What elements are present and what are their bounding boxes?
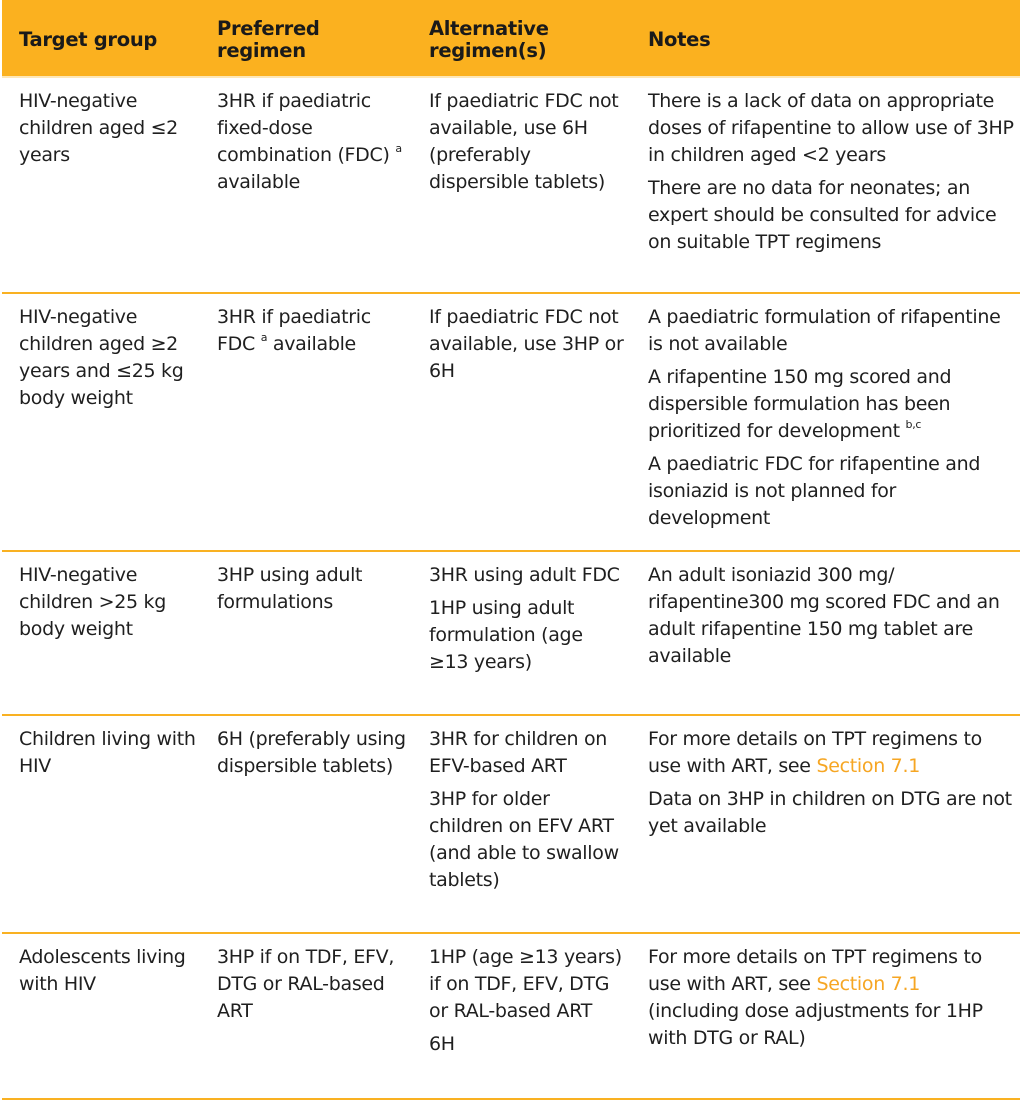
header-label: Target group <box>19 27 158 51</box>
preferred-text: 3HP if on TDF, EFV, DTG or RAL-based ART <box>217 946 395 1022</box>
alternative-item: 1HP (age ≥13 years) if on TDF, EFV, DTG or RAL-based ART <box>429 946 622 1022</box>
alternative-item: 3HR for children on EFV-based ART <box>429 728 608 777</box>
footnote-marker: b,c <box>905 418 922 431</box>
note-text: For more details on TPT regimens to use with ART, see <box>648 728 982 777</box>
table-header-row <box>2 0 1020 78</box>
alternative-item: 1HP using adult formulation (age ≥13 years) <box>429 597 583 673</box>
cell-preferred-regimen <box>200 78 412 292</box>
target-group-text: Children living with HIV <box>19 728 196 777</box>
header-notes <box>631 26 1020 51</box>
target-group-text: HIV-negative children >25 kg body weight <box>19 564 166 640</box>
preferred-text: 6H (preferably using dispersible tablets) <box>217 728 406 777</box>
note-item: Data on 3HP in children on DTG are not yet available <box>648 788 1012 837</box>
alternative-item: 3HP for older children on EFV ART (and able to swallow tablets) <box>429 788 619 891</box>
preferred-text: 3HR if paediatric FDC <box>217 306 371 355</box>
cell-alternative-regimens <box>412 294 631 550</box>
alternative-item: If paediatric FDC not available, use 3HP or 6H <box>429 306 624 382</box>
cell-notes <box>631 78 1020 292</box>
footnote-marker: a <box>395 142 402 155</box>
header-alternative-regimens <box>412 15 631 62</box>
preferred-text: 3HP using adult formulations <box>217 564 363 613</box>
footnote-marker: a <box>260 331 268 344</box>
preferred-text-after: available <box>272 333 356 355</box>
cell-notes <box>631 294 1020 550</box>
note-item: A paediatric FDC for rifapentine and isoniazid is not planned for development <box>648 453 981 529</box>
cell-target-group <box>2 78 200 292</box>
section-7-1-link[interactable]: Section 7.1 <box>816 973 921 995</box>
cell-alternative-regimens <box>412 934 631 1098</box>
header-label: Notes <box>648 27 711 51</box>
note-text: A rifapentine 150 mg scored and dispersible formulation has been prioritized for development <box>648 366 952 442</box>
note-text-after: (including dose adjustments for 1HP with DTG or RAL) <box>648 1000 983 1049</box>
cell-preferred-regimen <box>200 934 412 1098</box>
cell-alternative-regimens <box>412 78 631 292</box>
target-group-text: HIV-negative children aged ≥2 years and ≤25 kg body weight <box>19 306 184 409</box>
table-row <box>2 294 1020 552</box>
note-item: A paediatric formulation of rifapentine is not available <box>648 306 1001 355</box>
cell-notes <box>631 552 1020 714</box>
table-row <box>2 716 1020 934</box>
header-label: regimen(s) <box>429 38 547 62</box>
target-group-text: Adolescents living with HIV <box>19 946 186 995</box>
preferred-text: 3HR if paediatric fixed-dose combination (FDC) <box>217 90 390 166</box>
cell-preferred-regimen <box>200 716 412 932</box>
note-item: There is a lack of data on appropriate doses of rifapentine to allow use of 3HP in children aged <2 years <box>648 90 1014 166</box>
section-7-1-link[interactable]: Section 7.1 <box>816 755 921 777</box>
cell-preferred-regimen <box>200 552 412 714</box>
tpt-regimen-table <box>2 0 1020 1100</box>
cell-notes <box>631 716 1020 932</box>
note-item <box>648 726 1016 780</box>
cell-target-group <box>2 716 200 932</box>
table-row <box>2 552 1020 716</box>
note-item: There are no data for neonates; an expert should be consulted for advice on suitable TPT regimens <box>648 177 997 253</box>
cell-target-group <box>2 934 200 1098</box>
header-target-group <box>2 26 200 51</box>
alternative-item: 3HR using adult FDC <box>429 564 620 586</box>
header-label: Preferred <box>217 16 320 40</box>
table-row <box>2 934 1020 1100</box>
cell-alternative-regimens <box>412 716 631 932</box>
note-text: For more details on TPT regimens to use with ART, see <box>648 946 982 995</box>
header-preferred-regimen <box>200 15 412 62</box>
cell-alternative-regimens <box>412 552 631 714</box>
preferred-text-after: available <box>217 171 301 193</box>
table-row <box>2 78 1020 294</box>
cell-target-group <box>2 294 200 550</box>
cell-notes <box>631 934 1020 1098</box>
note-item: An adult isoniazid 300 mg/ rifapentine300 mg scored FDC and an adult rifapentine 150 mg tablet are available <box>648 564 1000 667</box>
cell-target-group <box>2 552 200 714</box>
target-group-text: HIV-negative children aged ≤2 years <box>19 90 178 166</box>
note-item <box>648 364 1016 445</box>
alternative-item: 6H <box>429 1033 455 1055</box>
cell-preferred-regimen <box>200 294 412 550</box>
header-label: regimen <box>217 38 306 62</box>
alternative-item: If paediatric FDC not available, use 6H (preferably dispersible tablets) <box>429 90 619 193</box>
header-label: Alternative <box>429 16 549 40</box>
note-item <box>648 944 1016 1052</box>
